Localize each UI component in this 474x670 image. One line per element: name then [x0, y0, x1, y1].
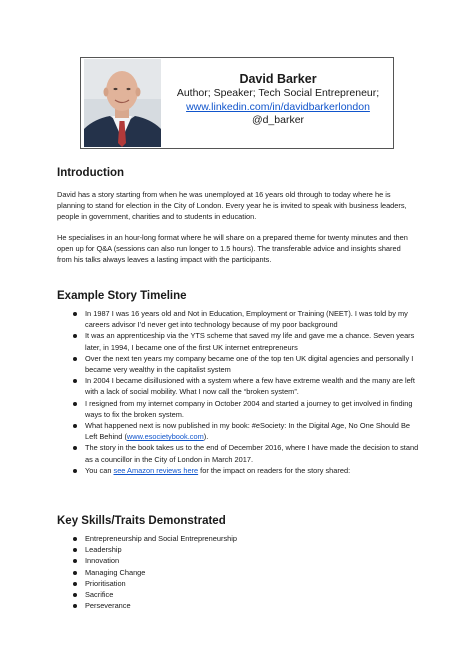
list-item: It was an apprenticeship via the YTS scheme that saved my life and gave me a chance. Seven years later, in 1994, I became one of the first UK internet entrepreneurs [57, 330, 421, 352]
bullet-icon [73, 571, 77, 575]
person-roles: Author; Speaker; Tech Social Entrepreneur; [176, 87, 380, 99]
list-item: Innovation [57, 555, 421, 566]
list-item: Prioritisation [57, 578, 421, 589]
timeline-heading: Example Story Timeline [57, 290, 187, 302]
list-item: Managing Change [57, 567, 421, 578]
list-item: Perseverance [57, 600, 421, 611]
bullet-icon [73, 357, 77, 361]
introduction-heading: Introduction [57, 167, 125, 179]
skills-list [57, 533, 421, 611]
skills-heading: Key Skills/Traits Demonstrated [57, 515, 226, 527]
list-item: Entrepreneurship and Social Entrepreneurship [57, 533, 421, 544]
list-item: I resigned from my internet company in October 2004 and started a journey to get involved in finding ways to fix the broken system. [57, 398, 421, 420]
profile-photo [84, 59, 161, 147]
bullet-icon [73, 548, 77, 552]
portrait-image [84, 59, 161, 147]
profile-header [80, 57, 394, 149]
list-item: The story in the book takes us to the end of December 2016, where I have made the decision to stand as a councillor in the City of London in March 2017. [57, 442, 421, 464]
bullet-icon [73, 446, 77, 450]
bullet-icon [73, 537, 77, 541]
list-item: Leadership [57, 544, 421, 555]
list-item: You can see Amazon reviews here for the impact on readers for the story shared: [57, 465, 421, 476]
bullet-icon [73, 312, 77, 316]
bullet-icon [73, 582, 77, 586]
bullet-icon [73, 402, 77, 406]
timeline-list [57, 308, 421, 476]
bullet-icon [73, 604, 77, 608]
list-item: Sacrifice [57, 589, 421, 600]
amazon-reviews-link[interactable]: see Amazon reviews here [113, 465, 199, 475]
list-item: In 1987 I was 16 years old and Not in Education, Employment or Training (NEET). I was told by my careers advisor I’d never get into technology because of my poor background [57, 308, 421, 330]
profile-info [163, 71, 393, 128]
list-item: In 2004 I became disillusioned with a system where a few have extreme wealth and the many are left with a lack of social mobility. What I now call the “broken system”. [57, 375, 421, 397]
bullet-icon [73, 379, 77, 383]
book-website-link[interactable]: www.esocietybook.com [126, 432, 204, 442]
list-item: What happened next is now published in my book: #eSociety: In the Digital Age, No One Should Be Left Behind (www.esocietybook.com). [57, 420, 421, 442]
twitter-handle: @d_barker [251, 114, 305, 126]
list-item: Over the next ten years my company became one of the top ten UK digital agencies and personally I became very wealthy in the capitalist system [57, 353, 421, 375]
introduction-paragraph-1: David has a story starting from when he was unemployed at 16 years old through to today where he is planning to stand for election in the City of London. Every year he is invited to speak with business leaders, people in government, charities and to students in education. [57, 190, 407, 222]
bullet-icon [73, 593, 77, 597]
introduction-paragraph-2: He specialises in an hour-long format where he will share on a prepared theme for twenty minutes and then open up for Q&A (sessions can also run longer to 1.5 hours). The transferable advice and insights shared from his talks always leaves a lasting impact with the participants. [57, 233, 408, 265]
bullet-icon [73, 469, 77, 473]
bullet-icon [73, 424, 77, 428]
person-name: David Barker [239, 72, 317, 86]
linkedin-link[interactable]: www.linkedin.com/in/davidbarkerlondon [186, 100, 370, 113]
bullet-icon [73, 559, 77, 563]
bullet-icon [73, 334, 77, 338]
